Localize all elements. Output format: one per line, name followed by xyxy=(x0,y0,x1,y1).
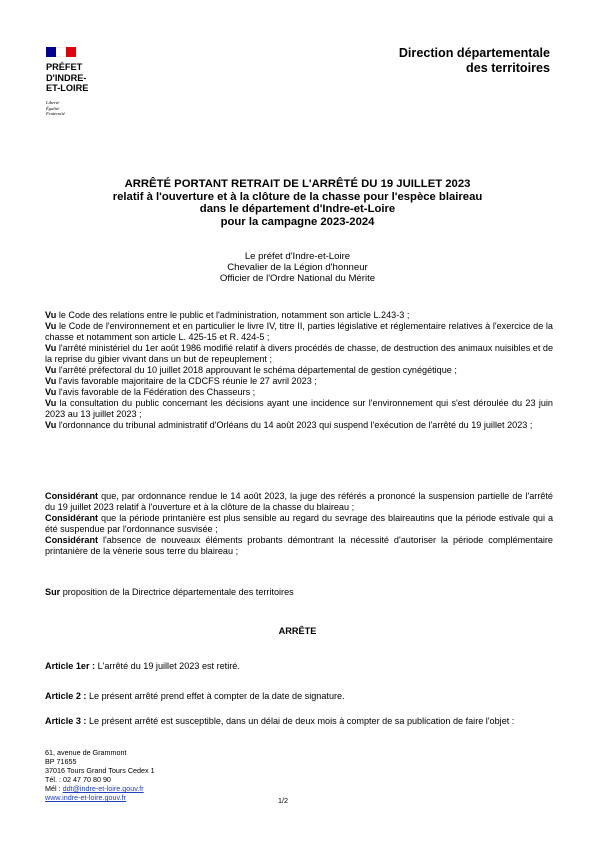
title-line: relatif à l'ouverture et à la clôture de la chasse pour l'espèce blaireau xyxy=(112,190,483,203)
visa-item xyxy=(45,398,553,420)
proposition-text: proposition de la Directrice départementale des territoires xyxy=(60,587,294,597)
address-line: 37016 Tours Grand Tours Cedex 1 xyxy=(45,766,155,776)
motto-line: Fraternité xyxy=(46,111,65,116)
considerant-item xyxy=(45,491,553,513)
considerant-lead: Considérant xyxy=(45,535,99,545)
marianne-flag-logo xyxy=(46,47,76,57)
proposition-lead: Sur xyxy=(45,587,61,597)
authority-line: Chevalier de la Légion d'honneur xyxy=(227,262,368,274)
issuing-direction xyxy=(399,46,550,76)
authority-line: Officier de l'Ordre National du Mérite xyxy=(219,273,376,285)
visa-text: le Code des relations entre le public et l'administration, notamment son article L.243-3 ; xyxy=(56,310,410,320)
visa-item xyxy=(45,310,553,321)
article-text: Le présent arrêté est susceptible, dans un délai de deux mois à compter de sa publication de faire l'objet : xyxy=(86,716,515,726)
authority-line: Le préfet d'Indre-et-Loire xyxy=(244,251,351,262)
visa-item xyxy=(45,343,553,365)
article-1 xyxy=(45,661,553,672)
visa-text: la consultation du public concernant les décisions ayant une incidence sur l'environnement qui s'est déroulée du 23 juin 2023 au 13 juillet 2023 ; xyxy=(45,398,553,419)
republic-motto xyxy=(46,100,65,117)
visa-lead: Vu xyxy=(45,310,57,320)
decree-title xyxy=(60,178,535,228)
visa-lead: Vu xyxy=(45,365,57,375)
flag-blue-band xyxy=(46,47,56,57)
flag-red-band xyxy=(66,47,76,57)
phone-line: Tél. : 02 47 70 80 90 xyxy=(45,775,111,785)
considerants-list xyxy=(45,491,553,557)
mail-label: Mél : xyxy=(45,784,63,794)
footer-address xyxy=(45,748,155,803)
visas-list xyxy=(45,310,553,431)
logo-name-line: D'INDRE- xyxy=(46,72,87,83)
mail-line xyxy=(45,784,155,793)
visa-item xyxy=(45,387,553,398)
visa-item xyxy=(45,321,553,343)
title-line: dans le département d'Indre-et-Loire xyxy=(199,203,396,216)
visa-lead: Vu xyxy=(45,387,57,397)
visa-item xyxy=(45,365,553,376)
direction-line: des territoires xyxy=(466,61,550,75)
mail-link[interactable]: ddt@indre-et-loire.gouv.fr xyxy=(62,784,144,794)
logo-name-line: PRÉFET xyxy=(46,62,83,72)
prefect-authority xyxy=(60,251,535,285)
considerant-text: l'absence de nouveaux éléments probants démontrant la nécessité d'autoriser la période complémentaire printanière de la vènerie sous terre du blaireau ; xyxy=(45,535,553,556)
motto-line: Égalité xyxy=(46,105,60,111)
article-2 xyxy=(45,691,553,702)
visa-item xyxy=(45,376,553,387)
article-lead: Article 2 : xyxy=(45,691,87,701)
arrete-heading: ARRÊTE xyxy=(278,626,317,636)
visa-text: l'arrêté préfectoral du 10 juillet 2018 approuvant le schéma départemental de gestion cynégétique ; xyxy=(56,365,457,375)
visa-lead: Vu xyxy=(45,343,57,353)
address-line: BP 71655 xyxy=(45,757,77,767)
flag-white-band xyxy=(56,47,66,57)
visa-text: l'ordonnance du tribunal administratif d'Orléans du 14 août 2023 qui suspend l'exécution de l'arrêté du 19 juillet 2023 ; xyxy=(56,420,533,430)
visa-text: l'avis favorable de la Fédération des Chasseurs ; xyxy=(56,387,256,397)
article-3 xyxy=(45,716,553,727)
visa-text: l'avis favorable majoritaire de la CDCFS réunie le 27 avril 2023 ; xyxy=(56,376,317,386)
visa-lead: Vu xyxy=(45,398,57,408)
visa-item xyxy=(45,420,553,431)
article-lead: Article 1er : xyxy=(45,661,96,671)
considerant-item xyxy=(45,513,553,535)
considerant-lead: Considérant xyxy=(45,513,99,523)
considerant-item xyxy=(45,535,553,557)
visa-text: le Code de l'environnement et en particulier le livre IV, titre II, parties législative et réglementaire relatives à l'exercice de la chasse et notamment son article L. 425-15 et R. 424-5 ; xyxy=(45,321,553,342)
article-text: L'arrêté du 19 juillet 2023 est retiré. xyxy=(95,661,240,671)
considerant-text: que la période printanière est plus sensible au regard du sevrage des blaireautins que la période estivale qui a été suspendue par l'ordonnance susvisée ; xyxy=(45,513,553,534)
address-line: 61, avenue de Grammont xyxy=(45,748,127,757)
logo-name-line: ET-LOIRE xyxy=(46,83,89,94)
website-link[interactable]: www.indre-et-loire.gouv.fr xyxy=(45,793,126,803)
considerant-lead: Considérant xyxy=(45,491,99,501)
visa-lead: Vu xyxy=(45,321,57,331)
article-text: Le présent arrêté prend effet à compter de la date de signature. xyxy=(86,691,345,701)
considerant-text: que, par ordonnance rendue le 14 août 2023, la juge des référés a prononcé la suspension partielle de l'arrêté du 19 juillet 2023 relatif à l'ouverture et à la clôture de la chasse du blaireau ; xyxy=(45,491,553,512)
motto-line: Liberté xyxy=(46,100,60,105)
proposition-line xyxy=(45,587,553,598)
visa-lead: Vu xyxy=(45,376,57,386)
page-number: 1/2 xyxy=(278,796,288,805)
direction-line: Direction départementale xyxy=(398,46,550,60)
visa-text: l'arrêté ministériel du 1er août 1986 modifié relatif à divers procédés de chasse, de destruction des animaux nuisibles et de la reprise du gibier vivant dans un but de repeuplement ; xyxy=(45,343,553,364)
prefet-logo-text xyxy=(46,62,116,94)
article-lead: Article 3 : xyxy=(45,716,87,726)
visa-lead: Vu xyxy=(45,420,57,430)
title-line: ARRÊTÉ PORTANT RETRAIT DE L'ARRÊTÉ DU 19 JUILLET 2023 xyxy=(124,178,471,190)
title-line: pour la campagne 2023-2024 xyxy=(220,215,375,228)
